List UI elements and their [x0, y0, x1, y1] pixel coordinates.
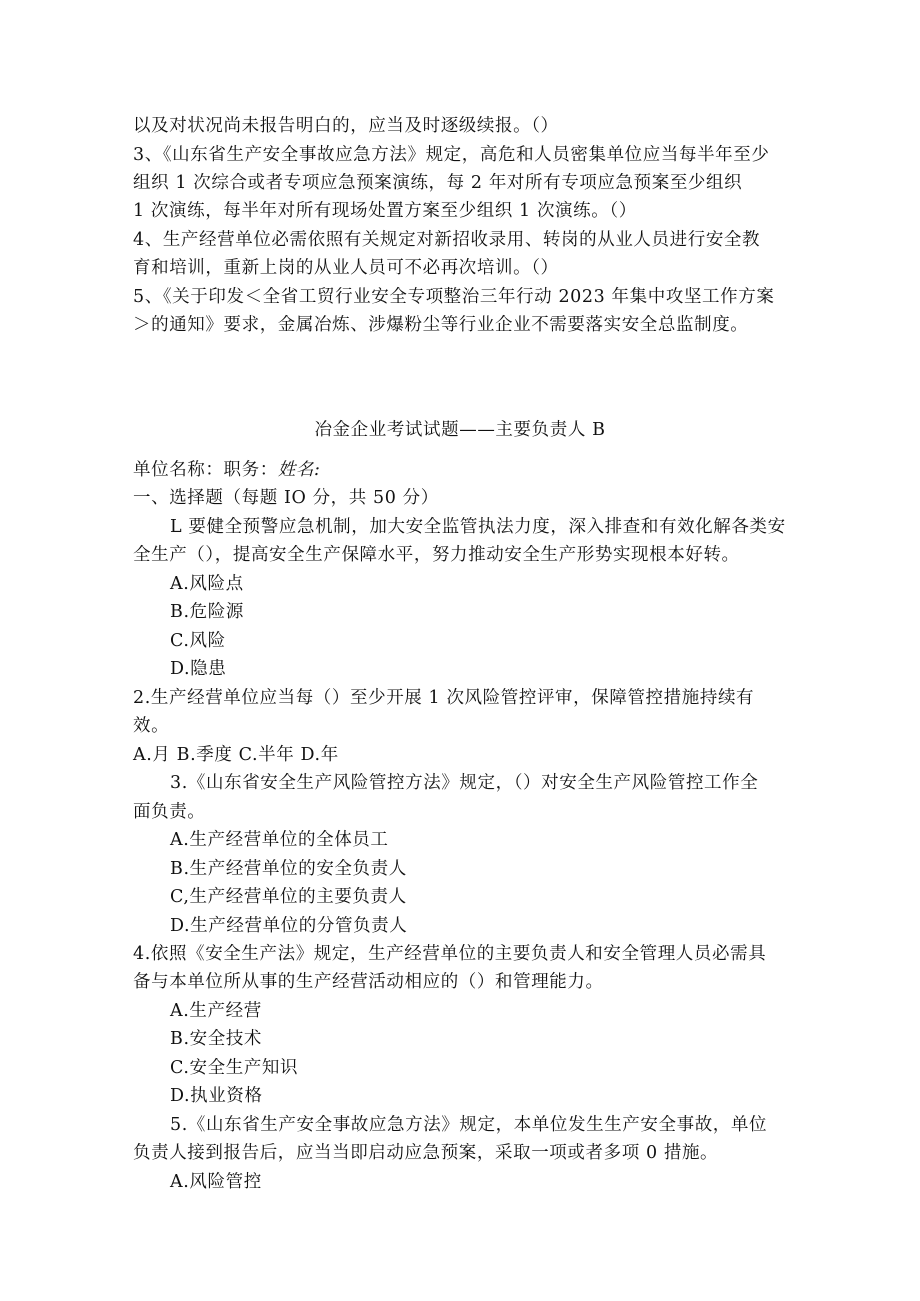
q1-option-d: D.隐患	[170, 659, 227, 679]
tf-q4-line-1: 4、生产经营单位必需依照有关规定对新招收录用、转岗的从业人员进行安全教	[133, 230, 761, 250]
q1-option-a: A.风险点	[170, 574, 244, 594]
q5-option-a: A.风险管控	[170, 1172, 262, 1192]
tf-q3-line-3: 1 次演练，每半年对所有现场处置方案至少组织 1 次演练。（）	[133, 201, 637, 221]
q4-option-c: C.安全生产知识	[170, 1058, 299, 1078]
q4-line-1: 4.依照《安全生产法》规定，生产经营单位的主要负责人和安全管理人员必需具	[133, 944, 767, 964]
tf-q5-line-1: 5、《关于印发＜全省工贸行业安全专项整治三年行动 2023 年集中攻坚工作方案	[133, 287, 775, 307]
tf-line-1: 以及对状况尚未报告明白的，应当及时逐级续报。（）	[133, 116, 559, 136]
q4-line-2: 备与本单位所从事的生产经营活动相应的（）和管理能力。	[133, 972, 604, 992]
q1-line-2: 全生产（），提高安全生产保障水平，努力推动安全生产形势实现根本好转。	[133, 545, 740, 565]
tf-q3-line-2: 组织 1 次综合或者专项应急预案演练，每 2 年对所有专项应急预案至少组织	[133, 173, 743, 193]
q2-options: A.月 B.季度 C.半年 D.年	[133, 745, 339, 765]
q4-option-d: D.执业资格	[170, 1086, 263, 1106]
q3-line-2: 面负责。	[133, 802, 206, 822]
tf-q5-line-2: ＞的通知》要求，金属冶炼、涉爆粉尘等行业企业不需要落实安全总监制度。	[133, 315, 749, 335]
q3-option-d: D.生产经营单位的分管负责人	[170, 916, 408, 936]
q3-option-b: B.生产经营单位的安全负责人	[170, 859, 407, 879]
header-name: 姓名:	[277, 460, 321, 480]
q4-option-a: A.生产经营	[170, 1001, 262, 1021]
section-title: 一、选择题（每题 IO 分，共 50 分）	[133, 488, 439, 508]
q3-option-a: A.生产经营单位的全体员工	[170, 830, 389, 850]
q1-option-c: C.风险	[170, 631, 226, 651]
q1-option-b: B.危险源	[170, 602, 244, 622]
exam-title: 冶金企业考试试题——主要负责人 B	[314, 420, 606, 440]
exam-header	[133, 458, 321, 482]
header-unit-position: 单位名称：职务：	[133, 460, 278, 480]
tf-q4-line-2: 育和培训，重新上岗的从业人员可不必再次培训。（）	[133, 258, 559, 278]
q1-line-1: L 要健全预警应急机制，加大安全监管执法力度，深入排查和有效化解各类安	[170, 517, 786, 537]
q3-line-1: 3.《山东省安全生产风险管控方法》规定，（）对安全生产风险管控工作全	[170, 773, 759, 793]
q2-line-2: 效。	[133, 716, 170, 736]
q3-option-c: C,生产经营单位的主要负责人	[170, 887, 407, 907]
q2-line-1: 2.生产经营单位应当每（）至少开展 1 次风险管控评审，保障管控措施持续有	[133, 688, 755, 708]
tf-q3-line-1: 3、《山东省生产安全事故应急方法》规定，高危和人员密集单位应当每半年至少	[133, 145, 770, 165]
q4-option-b: B.安全技术	[170, 1029, 263, 1049]
q5-line-1: 5.《山东省生产安全事故应急方法》规定，本单位发生生产安全事故，单位	[170, 1115, 768, 1135]
q5-line-2: 负责人接到报告后，应当当即启动应急预案，采取一项或者多项 0 措施。	[133, 1143, 719, 1163]
